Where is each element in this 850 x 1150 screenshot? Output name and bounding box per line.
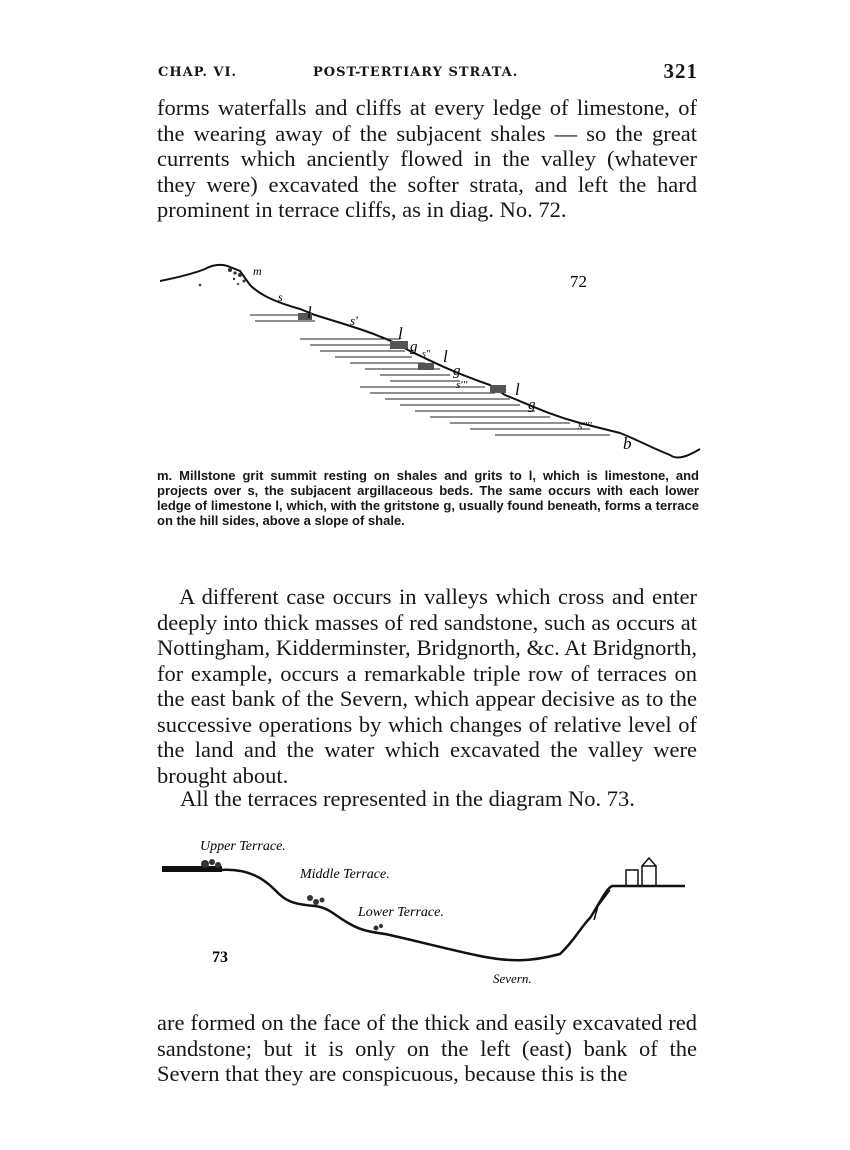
label-s3: s'' bbox=[422, 349, 431, 360]
upper-terrace-ledge bbox=[162, 866, 222, 872]
label-m: m bbox=[253, 264, 262, 278]
upper-terrace-label: Upper Terrace. bbox=[200, 839, 286, 854]
label-s5: s'''' bbox=[578, 420, 592, 432]
figure-72-caption: m. Millstone grit summit resting on shales and grits to l, which is limestone, and projects over s, the subjacent argillaceous beds. The same occurs with each lower ledge of limestone l, which, with the gritstone g, usually found beneath, forms a terrace on the hill sides, above a slope of shale. bbox=[157, 468, 699, 528]
chapter-label: CHAP. VI. bbox=[158, 65, 238, 80]
paragraph-4: are formed on the face of the thick and easily excavated red sandstone; but it is only on the left (east) bank of the Severn that they are conspicuous, because this is the bbox=[157, 1010, 697, 1086]
lower-terrace-label: Lower Terrace. bbox=[358, 905, 444, 920]
label-b: b bbox=[623, 434, 632, 453]
paragraph-1: forms waterfalls and cliffs at every ledge of limestone, of the wearing away of the subjacent shales — so the great currents which anciently flowed in the valley (whatever they were) excavated the softer strata, and left the hard prominent in terrace cliffs, as in diag. No. 72. bbox=[157, 95, 697, 222]
label-g3: g bbox=[528, 397, 536, 413]
label-s2: s' bbox=[350, 313, 358, 328]
label-l2: l bbox=[398, 324, 403, 343]
label-g1: g bbox=[410, 339, 418, 355]
paragraph-2: A different case occurs in valleys which cross and enter deeply into thick masses of red sandstone, such as occurs at Nottingham, Kidderminster, Bridgnorth, &c. At Bridgnorth, for example, occurs a remarkable triple row of terraces on the east bank of the Severn, which appear decisive as to the successive operations by which changes of relative level of the land and the water which excavated the valley were brought about. bbox=[157, 584, 697, 788]
middle-terrace-label: Middle Terrace. bbox=[300, 867, 390, 882]
strata-hatching bbox=[250, 315, 610, 435]
figure-72-number: 72 bbox=[570, 272, 587, 291]
paragraph-3: All the terraces represented in the diagram No. 73. bbox=[180, 786, 635, 811]
label-l3: l bbox=[443, 347, 448, 366]
figure-73-number: 73 bbox=[212, 949, 228, 966]
label-s4: s''' bbox=[456, 379, 468, 391]
label-g2: g bbox=[453, 363, 461, 379]
running-header bbox=[158, 59, 698, 88]
running-title: POST-TERTIARY STRATA. bbox=[313, 65, 519, 80]
label-l4: l bbox=[515, 380, 520, 399]
severn-label: Severn. bbox=[493, 971, 532, 986]
label-s1: s bbox=[278, 290, 283, 304]
page-number: 321 bbox=[663, 59, 698, 83]
building-icon bbox=[626, 858, 656, 886]
diagram-72 bbox=[150, 255, 705, 470]
diagram-73 bbox=[150, 828, 705, 993]
label-l1: l bbox=[307, 303, 312, 322]
east-bank-cliff bbox=[594, 890, 610, 920]
